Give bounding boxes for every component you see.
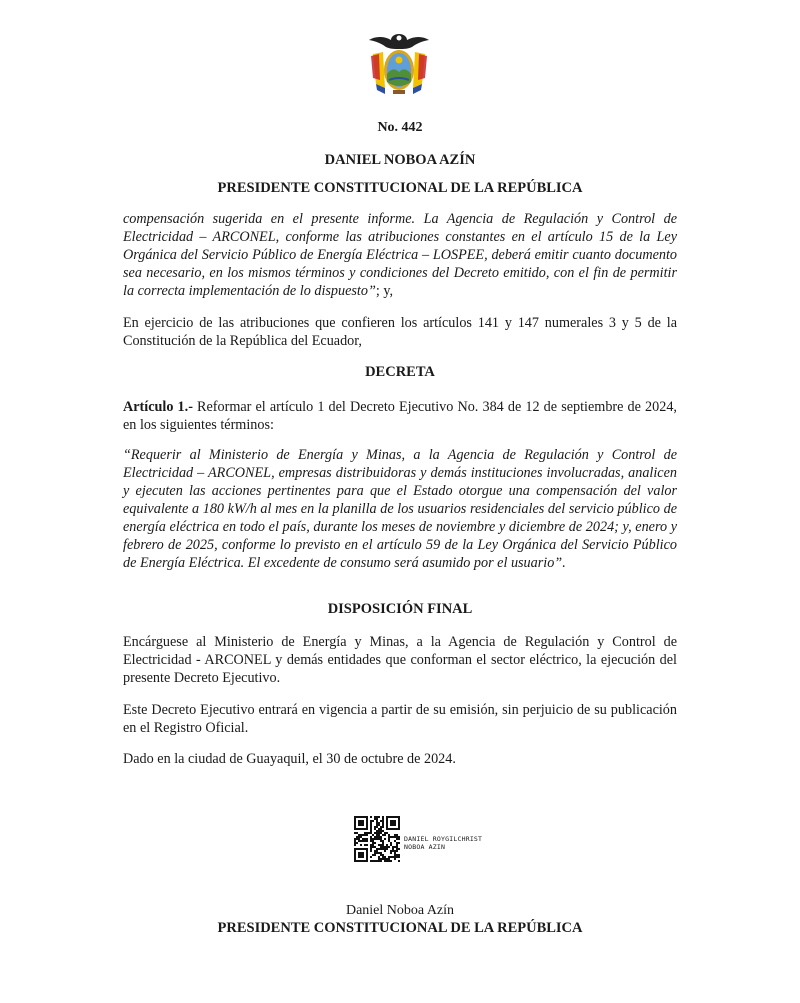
article-1: [123, 398, 677, 434]
president-name: DANIEL NOBOA AZÍN: [324, 152, 476, 168]
paragraph-place-date: Dado en la ciudad de Guayaquil, el 30 de octubre de 2024.: [123, 751, 456, 767]
signature-stamp-line2: NOBOA AZIN: [404, 843, 446, 851]
paragraph-validity: Este Decreto Ejecutivo entrará en vigencia a partir de su emisión, sin perjuicio de su publicación en el Registro Oficial.: [123, 702, 677, 736]
paragraph-compensation-quote: compensación sugerida en el presente informe. La Agencia de Regulación y Control de Electricidad – ARCONEL, conforme las atribuciones constantes en el artículo 15 de la Ley Orgánica del Servicio Público de Energía Eléctrica – LOSPEE, deberá emitir cuanto documento sea necesario, en los mismos términos y condiciones del Decreto emitido, con el fin de permitir la correcta implementación de lo dispuesto”: [123, 211, 677, 299]
decree-number: No. 442: [377, 120, 423, 135]
heading-decreta: DECRETA: [365, 364, 435, 380]
article-1-text: Reformar el artículo 1 del Decreto Ejecutivo No. 384 de 12 de septiembre de 2024, en los siguientes términos:: [123, 399, 677, 433]
signature-stamp-text: [404, 835, 482, 851]
paragraph-compensation: [123, 210, 677, 300]
signature-stamp-line1: DANIEL ROYGILCHRIST: [404, 835, 483, 843]
paragraph-attributions: En ejercicio de las atribuciones que confieren los artículos 141 y 147 numerales 3 y 5 de la Constitución de la República del Ecuador,: [123, 315, 677, 349]
paragraph-commission: Encárguese al Ministerio de Energía y Minas, a la Agencia de Regulación y Control de Electricidad - ARCONEL y demás entidades que conforman el sector eléctrico, la ejecución del presente Decreto Ejecutivo.: [123, 634, 677, 686]
coat-of-arms-icon: [367, 30, 431, 100]
article-1-label: Artículo 1.-: [123, 399, 193, 415]
qr-code-icon: [354, 816, 400, 862]
signer-title: PRESIDENTE CONSTITUCIONAL DE LA REPÚBLICA: [217, 920, 583, 936]
heading-disposicion-final: DISPOSICIÓN FINAL: [327, 601, 473, 617]
article-1-quote: “Requerir al Ministerio de Energía y Minas, a la Agencia de Regulación y Control de Electricidad – ARCONEL, empresas distribuidoras y demás instituciones involucradas, analicen y ejecuten las acciones pertinentes para que el Estado otorgue una compensación del valor equivalente a 180 kW/h al mes en la planilla de los usuarios residenciales del servicio público de energía eléctrica en todo el país, durante los meses de noviembre y diciembre de 2024; y, enero y febrero de 2025, conforme lo previsto en el artículo 59 de la Ley Orgánica del Servicio Público de Energía Eléctrica. El excedente de consumo será asumido por el usuario”.: [123, 447, 677, 571]
president-title: PRESIDENTE CONSTITUCIONAL DE LA REPÚBLICA: [217, 180, 583, 196]
signer-name: Daniel Noboa Azín: [345, 903, 455, 918]
paragraph-compensation-tail: ; y,: [375, 283, 394, 299]
